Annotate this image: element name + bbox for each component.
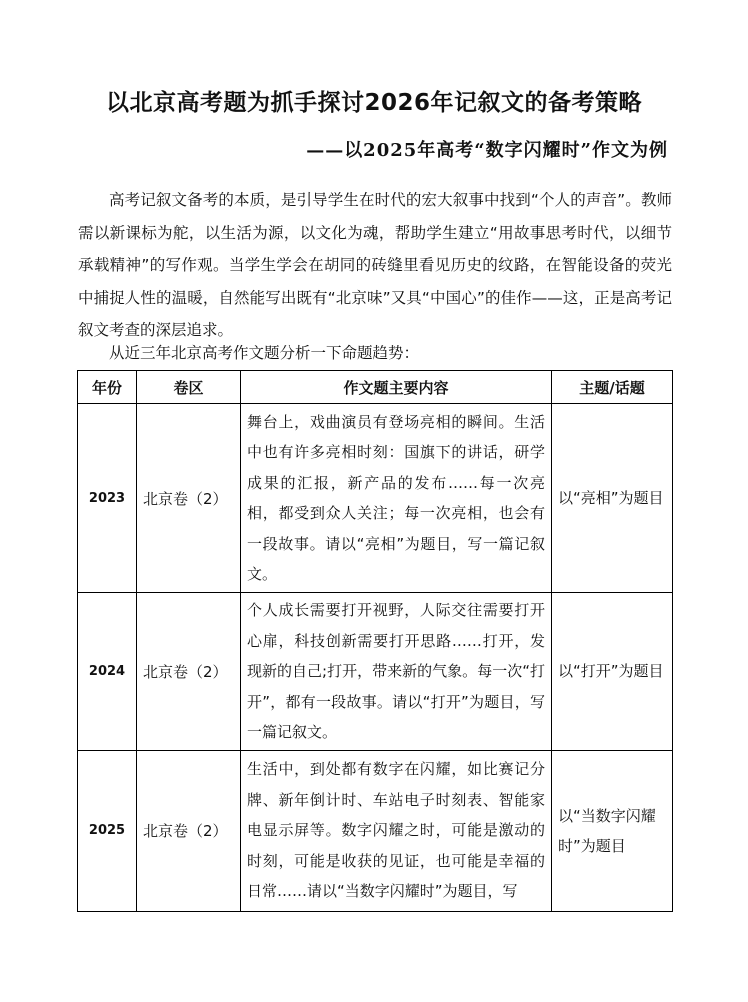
table-row — [78, 593, 673, 751]
cell-volume: 北京卷（2） — [137, 750, 241, 911]
cell-content: 个人成长需要打开视野，人际交往需要打开心扉，科技创新需要打开思路……打开，发现新的自己;打开，带来新的气象。每一次“打开”，都有一段故事。请以“打开”为题目，写一篇记叙文。 — [241, 593, 552, 751]
cell-year: 2025 — [78, 750, 137, 911]
intro-paragraph: 高考记叙文备考的本质，是引导学生在时代的宏大叙事中找到“个人的声音”。教师需以新课标为舵，以生活为源，以文化为魂，帮助学生建立“用故事思考时代，以细节承载精神”的写作观。当学生学会在胡同的砖缝里看见历史的纹路，在智能设备的荧光中捕捉人性的温暖，自然能写出既有“北京味”又具“中国心”的佳作——这，正是高考记叙文考查的深层追求。 — [78, 191, 672, 339]
table-row — [78, 750, 673, 911]
header-year: 年份 — [78, 371, 137, 404]
header-topic: 主题/话题 — [552, 371, 673, 404]
cell-content: 生活中，到处都有数字在闪耀，如比赛记分牌、新年倒计时、车站电子时刻表、智能家电显示屏等。数字闪耀之时，可能是激动的时刻，可能是收获的见证，也可能是幸福的日常……请以“当数字闪耀时”为题目，写 — [241, 750, 552, 911]
header-content: 作文题主要内容 — [241, 371, 552, 404]
document-title: 以北京高考题为抓手探讨2026年记叙文的备考策略 — [105, 90, 642, 116]
cell-year: 2023 — [78, 404, 137, 593]
header-volume: 卷区 — [137, 371, 241, 404]
cell-topic: 以“亮相”为题目 — [552, 404, 673, 593]
cell-topic: 以“当数字闪耀时”为题目 — [552, 750, 673, 911]
table-row — [78, 404, 673, 593]
cell-volume: 北京卷（2） — [137, 593, 241, 751]
cell-year: 2024 — [78, 593, 137, 751]
exam-topics-table — [77, 370, 673, 912]
table-lead-text: 从近三年北京高考作文题分析一下命题趋势： — [109, 344, 420, 362]
document-subtitle: ——以2025年高考“数字闪耀时”作文为例 — [306, 140, 668, 161]
cell-volume: 北京卷（2） — [137, 404, 241, 593]
table-header-row — [78, 371, 673, 404]
cell-topic: 以“打开”为题目 — [552, 593, 673, 751]
cell-content: 舞台上，戏曲演员有登场亮相的瞬间。生活中也有许多亮相时刻：国旗下的讲话，研学成果的汇报，新产品的发布……每一次亮相，都受到众人关注；每一次亮相，也会有一段故事。请以“亮相”为题目，写一篇记叙文。 — [241, 404, 552, 593]
